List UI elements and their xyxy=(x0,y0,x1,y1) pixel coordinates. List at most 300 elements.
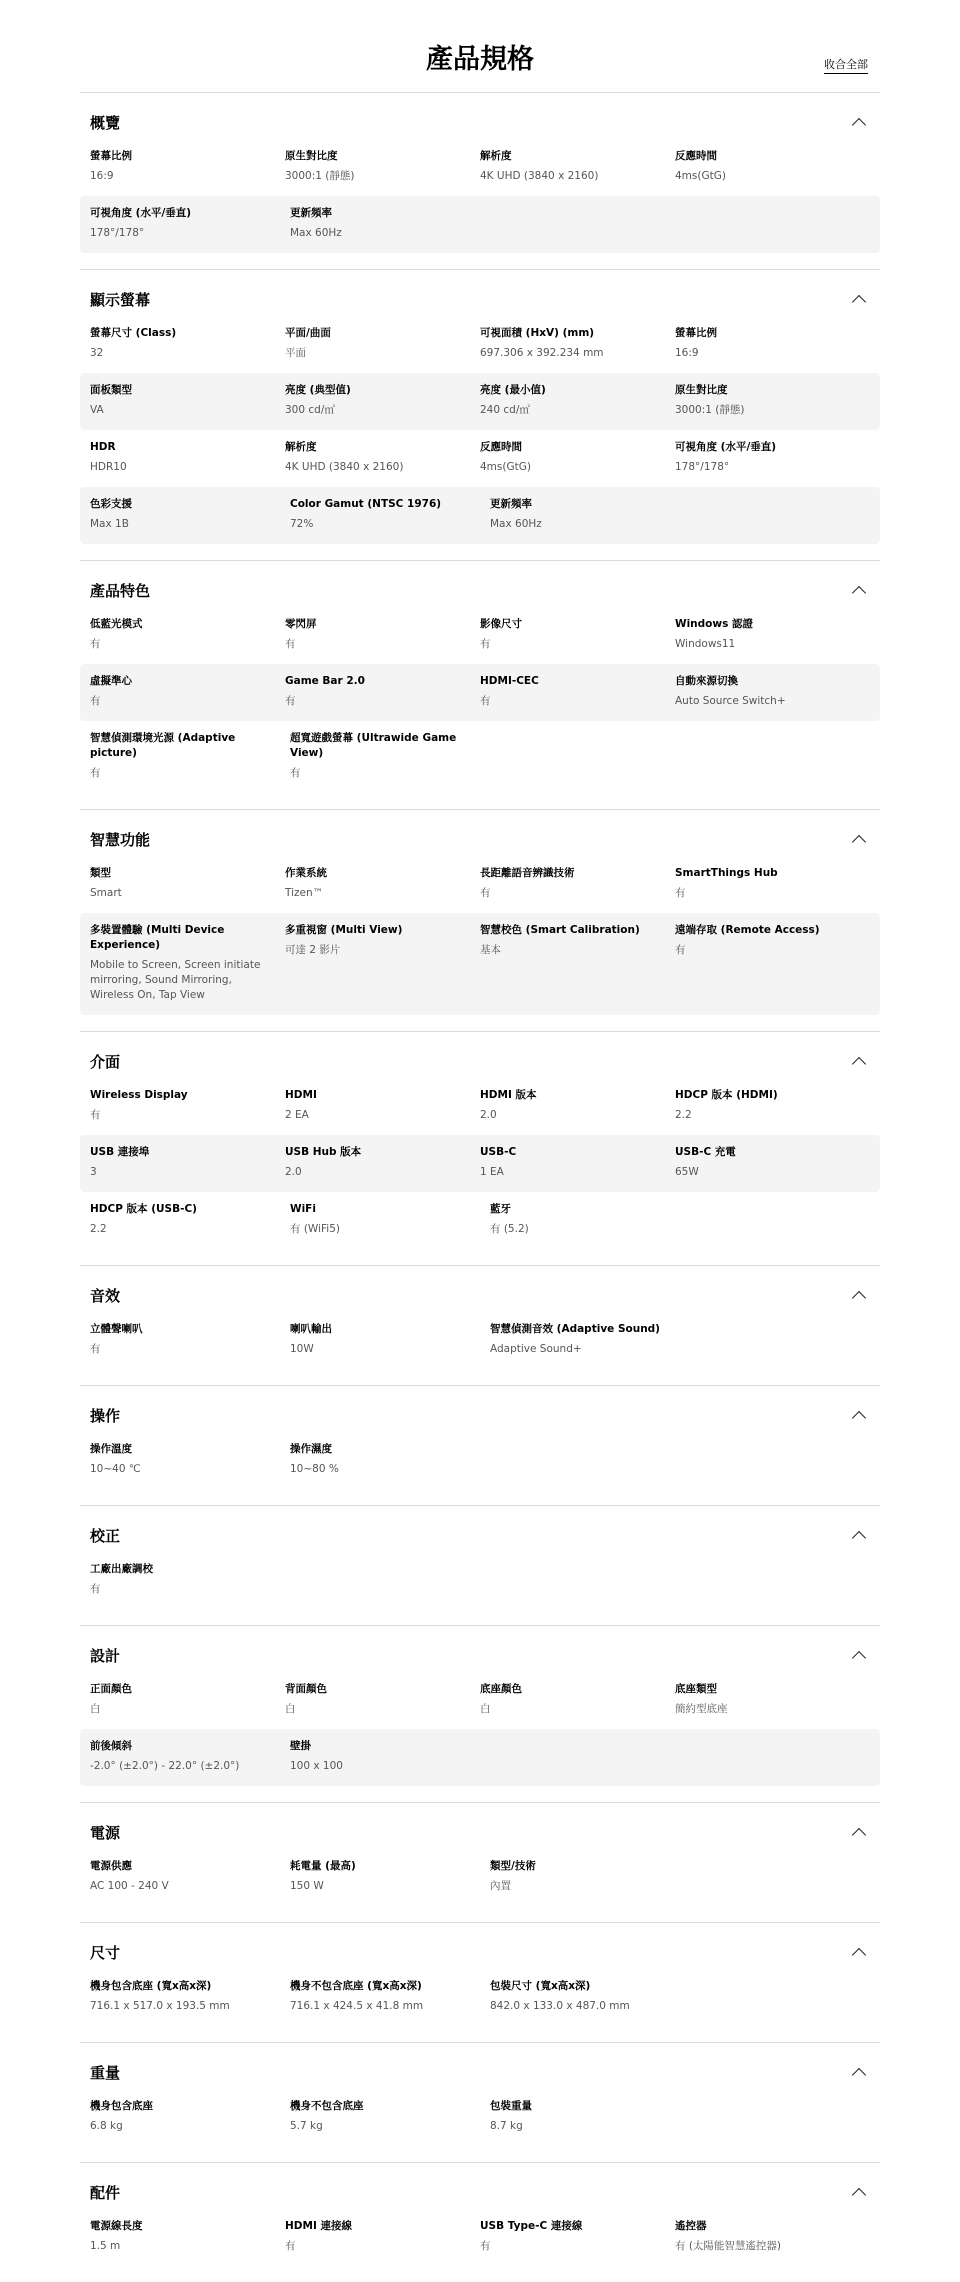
spec-item xyxy=(90,1682,285,1717)
spec-value: 有 (5.2) xyxy=(490,1223,529,1235)
chevron-up-icon[interactable] xyxy=(852,1531,866,1545)
spec-label: SmartThings Hub xyxy=(675,867,778,879)
section-header[interactable] xyxy=(80,2177,880,2207)
spec-value: 72% xyxy=(290,518,314,530)
spec-item xyxy=(290,1322,490,1357)
spec-value: 4K UHD (3840 x 2160) xyxy=(285,461,404,473)
spec-item xyxy=(480,440,675,475)
spec-label: 立體聲喇叭 xyxy=(90,1323,143,1335)
spec-label: 零閃屏 xyxy=(285,618,317,630)
spec-value: Tizen™ xyxy=(285,887,324,899)
spec-item xyxy=(290,1979,490,2014)
spec-label: 螢幕比例 xyxy=(90,150,132,162)
spec-rows xyxy=(80,1672,880,1786)
spec-row xyxy=(80,373,880,430)
spec-label: HDCP 版本 (USB-C) xyxy=(90,1203,197,1215)
spec-value: 8.7 kg xyxy=(490,2120,523,2132)
spec-item xyxy=(480,149,675,184)
section-title: 顯示螢幕 xyxy=(90,290,151,309)
spec-section xyxy=(80,1625,880,1802)
spec-row xyxy=(80,2209,880,2266)
spec-label: 機身包含底座 (寬x高x深) xyxy=(90,1980,212,1992)
spec-label: 亮度 (最小值) xyxy=(480,384,546,396)
spec-value: 有 xyxy=(285,695,296,707)
spec-row xyxy=(80,607,880,664)
section-title: 操作 xyxy=(90,1406,121,1425)
spec-label: USB 連接埠 xyxy=(90,1146,150,1158)
section-title: 概覽 xyxy=(90,113,121,132)
section-header[interactable] xyxy=(80,2057,880,2087)
spec-value: 16:9 xyxy=(90,170,114,182)
spec-label: HDMI xyxy=(285,1089,317,1101)
spec-item xyxy=(675,326,870,361)
spec-value: 300 cd/㎡ xyxy=(285,404,335,416)
spec-value: 16:9 xyxy=(675,347,699,359)
spec-item xyxy=(675,617,870,652)
spec-item xyxy=(90,2219,285,2254)
section-title: 音效 xyxy=(90,1286,121,1305)
spec-item xyxy=(675,2219,870,2254)
section-title: 尺寸 xyxy=(90,1943,121,1962)
spec-value: 有 xyxy=(675,944,686,956)
spec-item xyxy=(90,497,290,532)
spec-item xyxy=(285,866,480,901)
spec-item xyxy=(285,1145,480,1180)
spec-label: 藍牙 xyxy=(490,1203,511,1215)
chevron-up-icon[interactable] xyxy=(852,1291,866,1305)
spec-value: 32 xyxy=(90,347,104,359)
spec-sections xyxy=(0,92,960,2282)
spec-value: 有 xyxy=(90,695,101,707)
spec-value: 有 xyxy=(290,767,301,779)
spec-rows xyxy=(80,1078,880,1249)
spec-value: 4ms(GtG) xyxy=(675,170,726,182)
spec-label: 智慧校色 (Smart Calibration) xyxy=(480,924,640,936)
spec-value: 1.5 m xyxy=(90,2240,121,2252)
spec-label: 解析度 xyxy=(480,150,512,162)
spec-rows xyxy=(80,1312,880,1369)
spec-item xyxy=(90,1088,285,1123)
spec-label: 類型/技術 xyxy=(490,1860,536,1872)
spec-label: 原生對比度 xyxy=(675,384,728,396)
spec-item xyxy=(290,1442,490,1477)
spec-item xyxy=(285,1088,480,1123)
spec-label: 可視角度 (水平/垂直) xyxy=(90,207,192,219)
spec-section xyxy=(80,269,880,560)
spec-label: 工廠出廠調校 xyxy=(90,1563,153,1575)
spec-value: 3000:1 (靜態) xyxy=(675,404,745,416)
spec-value: Adaptive Sound+ xyxy=(490,1343,582,1355)
spec-value: VA xyxy=(90,404,104,416)
spec-item xyxy=(90,617,285,652)
spec-label: 包裝重量 xyxy=(490,2100,532,2112)
spec-label: 遙控器 xyxy=(675,2220,707,2232)
spec-item xyxy=(290,1202,490,1237)
spec-row xyxy=(80,1969,880,2026)
spec-value: 有 xyxy=(90,1343,101,1355)
spec-label: 操作濕度 xyxy=(290,1443,332,1455)
spec-item xyxy=(490,497,690,532)
section-title: 產品特色 xyxy=(90,581,151,600)
section-header[interactable] xyxy=(80,1046,880,1076)
spec-value: 內置 xyxy=(490,1880,511,1892)
spec-row xyxy=(80,913,880,1015)
spec-rows xyxy=(80,1969,880,2026)
spec-item xyxy=(490,1859,690,1894)
chevron-up-icon[interactable] xyxy=(852,1948,866,1962)
spec-value: 2.0 xyxy=(480,1109,497,1121)
section-title: 電源 xyxy=(90,1823,121,1842)
spec-section xyxy=(80,2042,880,2162)
spec-label: Wireless Display xyxy=(90,1089,188,1101)
spec-value: 716.1 x 424.5 x 41.8 mm xyxy=(290,2000,424,2012)
spec-label: 多重視窗 (Multi View) xyxy=(285,924,403,936)
spec-item xyxy=(675,674,870,709)
spec-row xyxy=(80,316,880,373)
section-title: 介面 xyxy=(90,1052,121,1071)
spec-item xyxy=(675,1088,870,1123)
spec-label: 影像尺寸 xyxy=(480,618,522,630)
spec-item xyxy=(675,440,870,475)
spec-item xyxy=(90,674,285,709)
spec-section xyxy=(80,2162,880,2282)
spec-header xyxy=(0,38,960,82)
spec-item xyxy=(285,617,480,652)
spec-section xyxy=(80,1031,880,1265)
spec-item xyxy=(90,1979,290,2014)
spec-label: 背面顏色 xyxy=(285,1683,327,1695)
spec-item xyxy=(675,383,870,418)
spec-label: 包裝尺寸 (寬x高x深) xyxy=(490,1980,591,1992)
spec-value: 10~80 % xyxy=(290,1463,339,1475)
spec-item xyxy=(90,1145,285,1180)
spec-value: 4ms(GtG) xyxy=(480,461,531,473)
spec-value: HDR10 xyxy=(90,461,127,473)
spec-label: HDMI 版本 xyxy=(480,1089,537,1101)
spec-label: 操作溫度 xyxy=(90,1443,132,1455)
spec-rows xyxy=(80,1432,880,1489)
chevron-up-icon[interactable] xyxy=(852,118,866,132)
spec-row xyxy=(80,1552,880,1609)
spec-value: 有 xyxy=(285,2240,296,2252)
spec-value: 10W xyxy=(290,1343,314,1355)
spec-row xyxy=(80,1078,880,1135)
spec-row xyxy=(80,1849,880,1906)
spec-label: HDCP 版本 (HDMI) xyxy=(675,1089,778,1101)
spec-item xyxy=(90,149,285,184)
chevron-up-icon[interactable] xyxy=(852,2188,866,2202)
section-header[interactable] xyxy=(80,1937,880,1967)
spec-value: 有 xyxy=(90,638,101,650)
chevron-up-icon[interactable] xyxy=(852,1828,866,1842)
spec-item xyxy=(285,674,480,709)
spec-value: Max 60Hz xyxy=(490,518,542,530)
spec-row xyxy=(80,430,880,487)
spec-value: Auto Source Switch+ xyxy=(675,695,786,707)
spec-item xyxy=(285,149,480,184)
chevron-up-icon[interactable] xyxy=(852,295,866,309)
spec-item xyxy=(90,1202,290,1237)
section-header[interactable] xyxy=(80,1520,880,1550)
spec-item xyxy=(285,923,480,1003)
spec-item xyxy=(480,617,675,652)
spec-item xyxy=(285,1682,480,1717)
spec-item xyxy=(285,383,480,418)
chevron-up-icon[interactable] xyxy=(852,586,866,600)
spec-row xyxy=(80,487,880,544)
spec-value: Smart xyxy=(90,887,122,899)
spec-label: HDR xyxy=(90,441,116,453)
spec-item xyxy=(480,2219,675,2254)
spec-item xyxy=(675,1682,870,1717)
spec-row xyxy=(80,1192,880,1249)
spec-label: 面板類型 xyxy=(90,384,132,396)
spec-label: 可視面積 (HxV) (mm) xyxy=(480,327,595,339)
spec-value: 2.0 xyxy=(285,1166,302,1178)
spec-item xyxy=(290,1859,490,1894)
spec-rows xyxy=(80,1849,880,1906)
spec-label: 更新頻率 xyxy=(290,207,332,219)
spec-value: 有 xyxy=(90,1109,101,1121)
spec-label: HDMI 連接線 xyxy=(285,2220,353,2232)
spec-label: 喇叭輸出 xyxy=(290,1323,332,1335)
spec-item xyxy=(90,206,290,241)
spec-label: 超寬遊戲螢幕 (Ultrawide Game View) xyxy=(290,732,457,759)
spec-value: 2.2 xyxy=(90,1223,107,1235)
spec-label: 低藍光模式 xyxy=(90,618,143,630)
spec-value: 842.0 x 133.0 x 487.0 mm xyxy=(490,2000,630,2012)
spec-item xyxy=(90,731,290,781)
spec-rows xyxy=(80,316,880,544)
chevron-up-icon[interactable] xyxy=(852,1411,866,1425)
spec-value: 178°/178° xyxy=(675,461,730,473)
spec-label: 可視角度 (水平/垂直) xyxy=(675,441,777,453)
spec-item xyxy=(90,866,285,901)
spec-value: 有 xyxy=(90,767,101,779)
spec-label: 智慧偵測環境光源 (Adaptive picture) xyxy=(90,732,236,759)
spec-label: 虛擬準心 xyxy=(90,675,132,687)
spec-row xyxy=(80,1312,880,1369)
spec-value: 716.1 x 517.0 x 193.5 mm xyxy=(90,2000,230,2012)
spec-item xyxy=(480,1682,675,1717)
spec-label: 耗電量 (最高) xyxy=(290,1860,356,1872)
spec-value: 有 xyxy=(480,2240,491,2252)
spec-row xyxy=(80,1672,880,1729)
spec-item xyxy=(480,383,675,418)
spec-value: 可達 2 影片 xyxy=(285,944,341,956)
spec-value: Windows11 xyxy=(675,638,736,650)
spec-item xyxy=(290,2099,490,2134)
spec-value: 有 xyxy=(675,887,686,899)
section-header[interactable] xyxy=(80,824,880,854)
spec-row xyxy=(80,139,880,196)
spec-value: 有 xyxy=(90,1583,101,1595)
spec-value: 697.306 x 392.234 mm xyxy=(480,347,604,359)
section-header[interactable] xyxy=(80,1817,880,1847)
spec-value: 2 EA xyxy=(285,1109,309,1121)
spec-section xyxy=(80,1265,880,1385)
spec-label: 電源供應 xyxy=(90,1860,132,1872)
spec-item xyxy=(675,866,870,901)
spec-item xyxy=(480,1145,675,1180)
spec-label: USB-C 充電 xyxy=(675,1146,736,1158)
spec-item xyxy=(290,1739,490,1774)
spec-label: WiFi xyxy=(290,1203,316,1215)
spec-label: 反應時間 xyxy=(675,150,717,162)
spec-label: 前後傾斜 xyxy=(90,1740,132,1752)
section-title: 校正 xyxy=(90,1526,121,1545)
spec-row xyxy=(80,1432,880,1489)
spec-label: 反應時間 xyxy=(480,441,522,453)
spec-item xyxy=(675,1145,870,1180)
spec-label: 機身不包含底座 (寬x高x深) xyxy=(290,1980,422,1992)
spec-item xyxy=(90,440,285,475)
spec-label: 底座顏色 xyxy=(480,1683,522,1695)
spec-value: 有 xyxy=(480,887,491,899)
spec-row xyxy=(80,1729,880,1786)
spec-item xyxy=(490,1322,690,1357)
spec-label: 機身包含底座 xyxy=(90,2100,153,2112)
section-header[interactable] xyxy=(80,575,880,605)
spec-value: 簡約型底座 xyxy=(675,1703,728,1715)
spec-value: 65W xyxy=(675,1166,699,1178)
spec-rows xyxy=(80,607,880,793)
spec-value: 4K UHD (3840 x 2160) xyxy=(480,170,599,182)
spec-row xyxy=(80,1135,880,1192)
spec-item xyxy=(290,497,490,532)
spec-item xyxy=(90,383,285,418)
spec-row xyxy=(80,721,880,793)
spec-value: 5.7 kg xyxy=(290,2120,323,2132)
section-header[interactable] xyxy=(80,107,880,137)
spec-label: 機身不包含底座 xyxy=(290,2100,364,2112)
spec-section xyxy=(80,1505,880,1625)
spec-rows xyxy=(80,1552,880,1609)
spec-item xyxy=(90,1739,290,1774)
spec-label: Game Bar 2.0 xyxy=(285,675,365,687)
spec-label: 更新頻率 xyxy=(490,498,532,510)
spec-value: 6.8 kg xyxy=(90,2120,123,2132)
spec-label: 解析度 xyxy=(285,441,317,453)
spec-label: USB Type-C 連接線 xyxy=(480,2220,583,2232)
section-header[interactable] xyxy=(80,284,880,314)
spec-item xyxy=(285,440,480,475)
spec-value: Mobile to Screen, Screen initiate mirroring, Sound Mirroring, Wireless On, Tap View xyxy=(90,959,261,1001)
spec-section xyxy=(80,1922,880,2042)
chevron-up-icon[interactable] xyxy=(852,1057,866,1071)
spec-label: 底座類型 xyxy=(675,1683,717,1695)
spec-item xyxy=(90,923,285,1003)
spec-value: 有 xyxy=(480,638,491,650)
spec-label: 原生對比度 xyxy=(285,150,338,162)
spec-section xyxy=(80,809,880,1031)
spec-rows xyxy=(80,139,880,253)
spec-label: 自動來源切換 xyxy=(675,675,738,687)
spec-label: 螢幕尺寸 (Class) xyxy=(90,327,177,339)
spec-value: 有 xyxy=(480,695,491,707)
section-header[interactable] xyxy=(80,1640,880,1670)
spec-value: 1 EA xyxy=(480,1166,504,1178)
section-title: 智慧功能 xyxy=(90,830,151,849)
section-header[interactable] xyxy=(80,1400,880,1430)
spec-row xyxy=(80,196,880,253)
spec-row xyxy=(80,664,880,721)
spec-item xyxy=(285,326,480,361)
spec-item xyxy=(90,326,285,361)
spec-rows xyxy=(80,856,880,1015)
spec-item xyxy=(285,2219,480,2254)
spec-value: 有 (WiFi5) xyxy=(290,1223,340,1235)
spec-value: AC 100 - 240 V xyxy=(90,1880,169,1892)
spec-value: 基本 xyxy=(480,944,501,956)
spec-item xyxy=(490,1979,690,2014)
spec-item xyxy=(675,923,870,1003)
spec-item xyxy=(480,1088,675,1123)
spec-label: 遠端存取 (Remote Access) xyxy=(675,924,820,936)
spec-rows xyxy=(80,2089,880,2146)
spec-value: 有 xyxy=(285,638,296,650)
spec-item xyxy=(90,1562,290,1597)
spec-label: 亮度 (典型值) xyxy=(285,384,351,396)
spec-item xyxy=(290,206,490,241)
spec-value: 10~40 ℃ xyxy=(90,1463,141,1475)
spec-value: -2.0° (±2.0°) - 22.0° (±2.0°) xyxy=(90,1760,240,1772)
spec-value: 白 xyxy=(90,1703,101,1715)
spec-section xyxy=(80,1802,880,1922)
spec-value: 3 xyxy=(90,1166,97,1178)
spec-value: 100 x 100 xyxy=(290,1760,343,1772)
spec-label: HDMI-CEC xyxy=(480,675,539,687)
spec-item xyxy=(480,923,675,1003)
spec-value: 178°/178° xyxy=(90,227,145,239)
spec-item xyxy=(90,2099,290,2134)
spec-section xyxy=(80,92,880,269)
spec-value: 3000:1 (靜態) xyxy=(285,170,355,182)
section-title: 重量 xyxy=(90,2063,121,2082)
spec-label: Color Gamut (NTSC 1976) xyxy=(290,498,442,510)
spec-label: 作業系統 xyxy=(285,867,327,879)
chevron-up-icon[interactable] xyxy=(852,1651,866,1665)
spec-label: 類型 xyxy=(90,867,111,879)
chevron-up-icon[interactable] xyxy=(852,835,866,849)
spec-label: Windows 認證 xyxy=(675,618,753,630)
spec-value: 平面 xyxy=(285,347,306,359)
spec-value: Max 1B xyxy=(90,518,129,530)
chevron-up-icon[interactable] xyxy=(852,2068,866,2082)
spec-value: 2.2 xyxy=(675,1109,692,1121)
spec-row xyxy=(80,2089,880,2146)
spec-label: 多裝置體驗 (Multi Device Experience) xyxy=(90,924,225,951)
spec-item xyxy=(90,1322,290,1357)
spec-rows xyxy=(80,2209,880,2266)
spec-label: 平面/曲面 xyxy=(285,327,331,339)
section-title: 配件 xyxy=(90,2183,121,2202)
spec-item xyxy=(490,1202,690,1237)
spec-label: USB Hub 版本 xyxy=(285,1146,362,1158)
spec-item xyxy=(90,1442,290,1477)
section-header[interactable] xyxy=(80,1280,880,1310)
spec-value: 白 xyxy=(480,1703,491,1715)
spec-value: Max 60Hz xyxy=(290,227,342,239)
collapse-all-link[interactable]: 收合全部 xyxy=(824,56,868,74)
spec-label: 智慧偵測音效 (Adaptive Sound) xyxy=(490,1323,660,1335)
spec-value: 白 xyxy=(285,1703,296,1715)
spec-label: 螢幕比例 xyxy=(675,327,717,339)
spec-item xyxy=(480,674,675,709)
spec-value: 240 cd/㎡ xyxy=(480,404,530,416)
spec-item xyxy=(290,731,490,781)
spec-label: 壁掛 xyxy=(290,1740,311,1752)
